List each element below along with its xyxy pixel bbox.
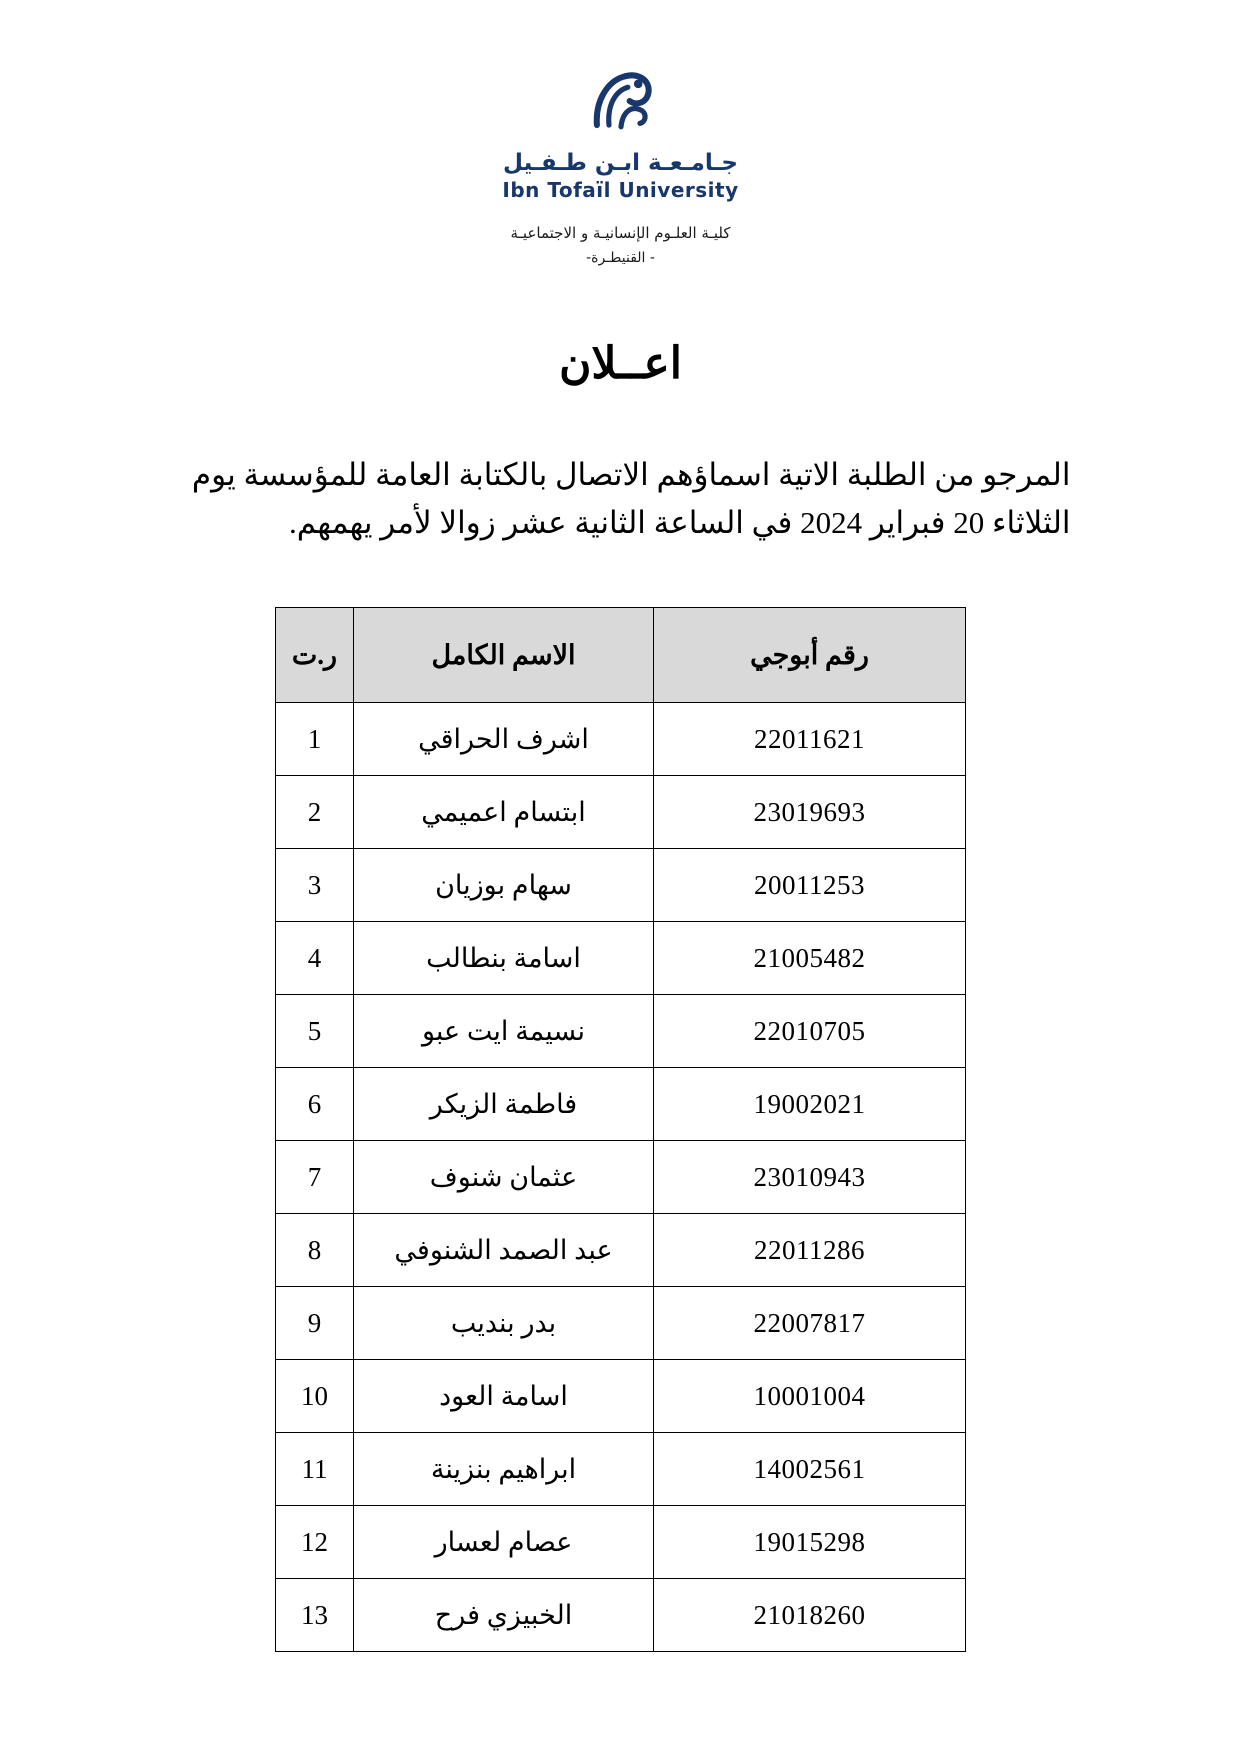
cell-index: 1 <box>276 703 354 776</box>
table-row <box>276 1579 966 1652</box>
cell-name: عصام لعسار <box>354 1506 654 1579</box>
column-header-name: الاسم الكامل <box>354 608 654 703</box>
cell-name: بدر بنديب <box>354 1287 654 1360</box>
cell-name: عبد الصمد الشنوفي <box>354 1214 654 1287</box>
university-crest-icon <box>578 58 664 144</box>
cell-index: 4 <box>276 922 354 995</box>
table-row <box>276 1068 966 1141</box>
table-row <box>276 922 966 995</box>
table-row <box>276 1433 966 1506</box>
cell-index: 12 <box>276 1506 354 1579</box>
cell-index: 6 <box>276 1068 354 1141</box>
cell-code: 19015298 <box>654 1506 966 1579</box>
notice-paragraph: المرجو من الطلبة الاتية اسماؤهم الاتصال بالكتابة العامة للمؤسسة يوم الثلاثاء 20 فبراير 2024 في الساعة الثانية عشر زوالا لأمر يهمهم. <box>191 457 1071 541</box>
cell-code: 21005482 <box>654 922 966 995</box>
cell-index: 13 <box>276 1579 354 1652</box>
table-row <box>276 995 966 1068</box>
cell-name: اسامة العود <box>354 1360 654 1433</box>
students-table-body <box>276 703 966 1652</box>
cell-name: ابتسام اعميمي <box>354 776 654 849</box>
table-row <box>276 1141 966 1214</box>
table-header-row <box>276 608 966 703</box>
cell-name: اشرف الحراقي <box>354 703 654 776</box>
cell-code: 10001004 <box>654 1360 966 1433</box>
table-row <box>276 849 966 922</box>
table-row <box>276 776 966 849</box>
column-header-code: رقم أبوجي <box>654 608 966 703</box>
table-row <box>276 1360 966 1433</box>
cell-code: 22007817 <box>654 1287 966 1360</box>
cell-code: 23019693 <box>654 776 966 849</box>
cell-index: 5 <box>276 995 354 1068</box>
cell-code: 20011253 <box>654 849 966 922</box>
cell-index: 11 <box>276 1433 354 1506</box>
city-name: - القنيطـرة- <box>586 250 655 266</box>
university-header <box>502 58 738 266</box>
cell-name: ابراهيم بنزينة <box>354 1433 654 1506</box>
cell-name: سهام بوزيان <box>354 849 654 922</box>
cell-index: 8 <box>276 1214 354 1287</box>
faculty-name: كليـة العلـوم الإنسانيـة و الاجتماعيـة <box>510 224 731 242</box>
table-row <box>276 1214 966 1287</box>
cell-index: 10 <box>276 1360 354 1433</box>
cell-code: 21018260 <box>654 1579 966 1652</box>
cell-name: نسيمة ايت عبو <box>354 995 654 1068</box>
university-name-ar: جـامـعـة ابـن طـفـيل <box>503 150 738 176</box>
cell-index: 9 <box>276 1287 354 1360</box>
cell-code: 22011286 <box>654 1214 966 1287</box>
cell-name: عثمان شنوف <box>354 1141 654 1214</box>
table-row <box>276 1287 966 1360</box>
column-header-index: ر.ت <box>276 608 354 703</box>
cell-name: الخبيزي فرح <box>354 1579 654 1652</box>
cell-code: 14002561 <box>654 1433 966 1506</box>
cell-index: 7 <box>276 1141 354 1214</box>
university-name-en: Ibn Tofaïl University <box>502 178 739 202</box>
students-table-container <box>90 607 1151 1652</box>
cell-name: فاطمة الزيكر <box>354 1068 654 1141</box>
cell-code: 22011621 <box>654 703 966 776</box>
table-row <box>276 1506 966 1579</box>
cell-code: 19002021 <box>654 1068 966 1141</box>
cell-code: 22010705 <box>654 995 966 1068</box>
cell-index: 2 <box>276 776 354 849</box>
cell-name: اسامة بنطالب <box>354 922 654 995</box>
table-row <box>276 703 966 776</box>
students-table <box>275 607 966 1652</box>
page-title: اعــلان <box>559 339 682 388</box>
cell-code: 23010943 <box>654 1141 966 1214</box>
cell-index: 3 <box>276 849 354 922</box>
